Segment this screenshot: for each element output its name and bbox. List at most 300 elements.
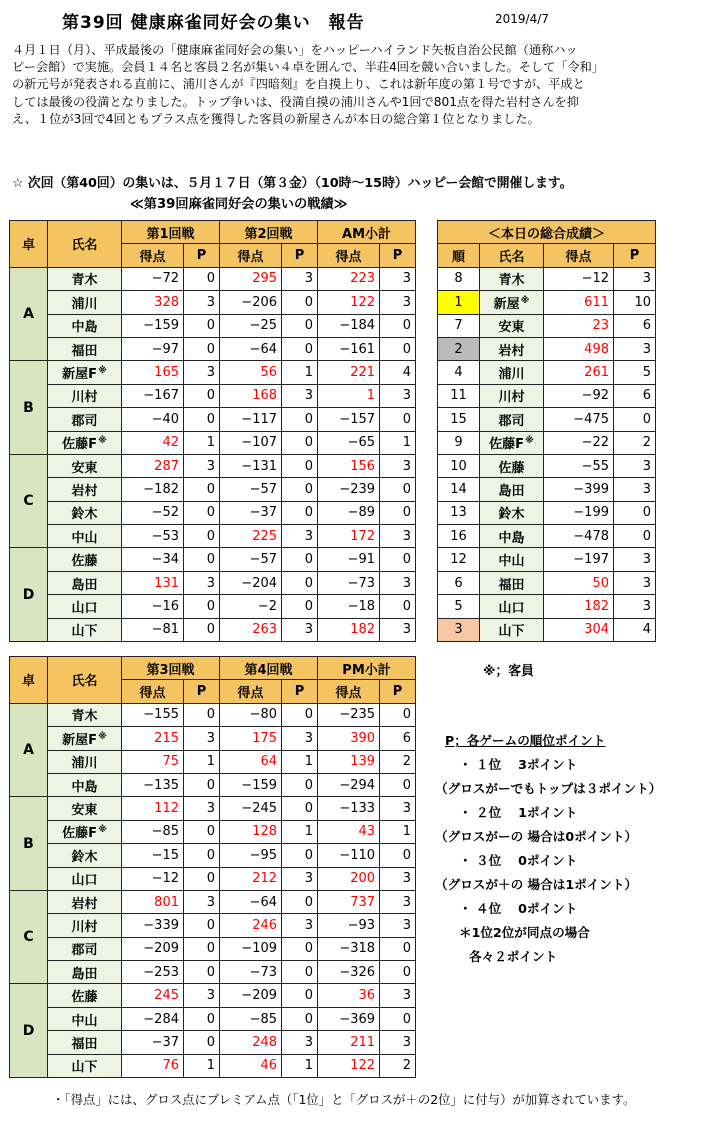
player-name-text: 浦川 bbox=[71, 296, 98, 312]
guest-mark: ※ bbox=[525, 435, 534, 446]
score-cell: 42 bbox=[122, 431, 184, 454]
mahjong-table-label: A bbox=[10, 703, 48, 797]
player-name-text: 福田 bbox=[71, 343, 98, 359]
legend-line: ・ ４位 0ポイント bbox=[459, 901, 578, 916]
player-name bbox=[48, 384, 122, 407]
point-cell: 1 bbox=[282, 750, 318, 773]
player-name-text: 佐藤 bbox=[498, 460, 525, 476]
player-name bbox=[48, 1007, 122, 1030]
table-row bbox=[10, 431, 416, 454]
player-name bbox=[48, 291, 122, 314]
point-cell: 0 bbox=[282, 961, 318, 984]
score-cell: 168 bbox=[220, 384, 282, 407]
report-date: 2019/4/7 bbox=[495, 12, 549, 26]
intro-line: え、１位が3回で4回ともプラス点を獲得した客員の新屋さんが本日の総合第１位となりました。 bbox=[12, 111, 540, 126]
table-row bbox=[10, 525, 416, 548]
intro-line: ピー会館）で実施。会員１４名と客員２名が集い４卓を囲んで、半荘4回を競い合いました。そして「令和」 bbox=[12, 60, 605, 75]
point-cell: 0 bbox=[282, 548, 318, 571]
header-score: 得点 bbox=[122, 680, 184, 703]
point-cell: 0 bbox=[184, 501, 220, 524]
score-cell: 246 bbox=[220, 914, 282, 937]
point-cell: 0 bbox=[184, 961, 220, 984]
point-cell: 0 bbox=[380, 773, 416, 796]
table-row bbox=[10, 937, 416, 960]
legend-line: （グロスが＋の 場合は1ポイント） bbox=[435, 877, 638, 892]
player-name bbox=[48, 478, 122, 501]
legend-line: 各々２ポイント bbox=[469, 949, 558, 964]
player-name bbox=[48, 1031, 122, 1054]
point-cell: 3 bbox=[614, 571, 656, 594]
guest-mark: ※ bbox=[98, 365, 107, 376]
score-cell: −326 bbox=[318, 961, 380, 984]
point-cell: 3 bbox=[282, 267, 318, 290]
rank-cell: 15 bbox=[438, 408, 480, 431]
player-name-text: 安東 bbox=[498, 320, 525, 336]
score-cell: −81 bbox=[122, 618, 184, 641]
point-cell: 0 bbox=[282, 478, 318, 501]
player-name-text: 岩村 bbox=[71, 896, 98, 912]
score-cell: 223 bbox=[318, 267, 380, 290]
point-cell: 0 bbox=[184, 867, 220, 890]
table-row bbox=[10, 844, 416, 867]
guest-note: ※；客員 bbox=[483, 664, 534, 679]
player-name bbox=[48, 454, 122, 477]
point-cell: 0 bbox=[380, 1007, 416, 1030]
score-cell: −34 bbox=[122, 548, 184, 571]
score-cell: −18 bbox=[318, 595, 380, 618]
point-cell: 0 bbox=[282, 703, 318, 726]
table-row bbox=[438, 454, 656, 477]
point-cell: 3 bbox=[282, 867, 318, 890]
point-cell: 3 bbox=[614, 267, 656, 290]
legend-line: ＊1位2位が同点の場合 bbox=[459, 925, 590, 940]
table-row bbox=[10, 361, 416, 384]
table-row bbox=[10, 478, 416, 501]
point-cell: 5 bbox=[614, 361, 656, 384]
score-cell: 156 bbox=[318, 454, 380, 477]
legend-line: （グロスがーでもトップは３ポイント） bbox=[435, 781, 662, 796]
header-score: 得点 bbox=[220, 680, 282, 703]
player-name-text: 山口 bbox=[71, 873, 98, 889]
table-row bbox=[10, 703, 416, 726]
header-rank: 順 bbox=[438, 244, 480, 267]
player-name bbox=[48, 548, 122, 571]
pm-results-table bbox=[9, 656, 416, 1078]
score-cell: −15 bbox=[122, 844, 184, 867]
player-name bbox=[48, 750, 122, 773]
player-name bbox=[48, 867, 122, 890]
point-cell: 0 bbox=[282, 773, 318, 796]
score-cell: −52 bbox=[122, 501, 184, 524]
score-cell: 182 bbox=[318, 618, 380, 641]
score-cell: 328 bbox=[122, 291, 184, 314]
table-row bbox=[10, 914, 416, 937]
point-cell: 0 bbox=[184, 548, 220, 571]
score-cell: −85 bbox=[220, 1007, 282, 1030]
score-cell: −95 bbox=[220, 844, 282, 867]
table-row bbox=[10, 618, 416, 641]
point-cell: 0 bbox=[282, 595, 318, 618]
score-cell: 75 bbox=[122, 750, 184, 773]
player-name-text: 岩村 bbox=[71, 483, 98, 499]
table-row bbox=[10, 571, 416, 594]
score-cell: −475 bbox=[544, 408, 614, 431]
score-cell: −97 bbox=[122, 337, 184, 360]
intro-paragraph bbox=[12, 42, 702, 128]
point-cell: 0 bbox=[282, 797, 318, 820]
table-row bbox=[438, 361, 656, 384]
player-name bbox=[480, 384, 544, 407]
table-row bbox=[438, 548, 656, 571]
overall-results-table bbox=[437, 220, 656, 642]
score-cell: 50 bbox=[544, 571, 614, 594]
point-cell: 0 bbox=[614, 408, 656, 431]
header-subtotal: PM小計 bbox=[318, 657, 416, 680]
score-cell: −72 bbox=[122, 267, 184, 290]
mahjong-table-label: D bbox=[10, 984, 48, 1078]
score-cell: −57 bbox=[220, 478, 282, 501]
point-cell: 0 bbox=[380, 844, 416, 867]
player-name-text: 郡司 bbox=[71, 943, 98, 959]
table-row bbox=[438, 595, 656, 618]
player-name-text: 山下 bbox=[498, 624, 525, 640]
mahjong-table-label: C bbox=[10, 890, 48, 984]
table-row bbox=[438, 384, 656, 407]
player-name-text: 島田 bbox=[498, 483, 525, 499]
intro-line: しては最後の役満となりました。トップ争いは、役満自摸の浦川さんや1回で801点を得た岩村さんを抑 bbox=[12, 94, 579, 109]
legend-line: ・ ３位 0ポイント bbox=[459, 853, 578, 868]
player-name bbox=[48, 820, 122, 843]
score-cell: 611 bbox=[544, 291, 614, 314]
player-name-text: 安東 bbox=[71, 803, 98, 819]
player-name bbox=[480, 267, 544, 290]
player-name-text: 青木 bbox=[498, 273, 525, 289]
point-cell: 1 bbox=[282, 361, 318, 384]
table-row bbox=[438, 408, 656, 431]
player-name-text: 中山 bbox=[498, 554, 525, 570]
player-name-text: 佐藤F bbox=[489, 437, 525, 453]
score-cell: −25 bbox=[220, 314, 282, 337]
point-cell: 0 bbox=[380, 595, 416, 618]
point-cell: 3 bbox=[282, 618, 318, 641]
point-cell: 0 bbox=[282, 890, 318, 913]
player-name-text: 鈴木 bbox=[71, 849, 98, 865]
point-cell: 3 bbox=[184, 727, 220, 750]
player-name bbox=[48, 408, 122, 431]
legend-line: ・ １位 3ポイント bbox=[459, 757, 578, 772]
point-cell: 0 bbox=[184, 267, 220, 290]
score-cell: 248 bbox=[220, 1031, 282, 1054]
table-row bbox=[438, 291, 656, 314]
score-cell: −197 bbox=[544, 548, 614, 571]
score-cell: −284 bbox=[122, 1007, 184, 1030]
score-cell: −40 bbox=[122, 408, 184, 431]
point-cell: 3 bbox=[282, 1031, 318, 1054]
score-cell: −245 bbox=[220, 797, 282, 820]
point-cell: 0 bbox=[184, 478, 220, 501]
point-cell: 3 bbox=[380, 384, 416, 407]
player-name-text: 郡司 bbox=[71, 413, 98, 429]
player-name-text: 安東 bbox=[71, 460, 98, 476]
rank-cell: 14 bbox=[438, 478, 480, 501]
guest-mark: ※ bbox=[98, 731, 107, 742]
table-row bbox=[438, 525, 656, 548]
intro-line: の新元号が発表される直前に、浦川さんが『四暗刻』を自摸上り、これは新年度の第１号ですが、平成と bbox=[12, 77, 585, 92]
player-name-text: 中島 bbox=[498, 530, 525, 546]
point-cell: 3 bbox=[184, 571, 220, 594]
point-cell: 3 bbox=[614, 548, 656, 571]
score-cell: −161 bbox=[318, 337, 380, 360]
header-game1: 第3回戦 bbox=[122, 657, 220, 680]
score-cell: 245 bbox=[122, 984, 184, 1007]
player-name bbox=[48, 890, 122, 913]
player-name bbox=[48, 525, 122, 548]
header-subtotal: AM小計 bbox=[318, 221, 416, 244]
score-cell: −235 bbox=[318, 703, 380, 726]
score-cell: −12 bbox=[122, 867, 184, 890]
player-name bbox=[480, 501, 544, 524]
player-name bbox=[48, 361, 122, 384]
score-cell: −110 bbox=[318, 844, 380, 867]
score-cell: 200 bbox=[318, 867, 380, 890]
player-name-text: 中山 bbox=[71, 1013, 98, 1029]
player-name bbox=[480, 291, 544, 314]
header-point: P bbox=[380, 680, 416, 703]
score-cell: 43 bbox=[318, 820, 380, 843]
mahjong-table-label: B bbox=[10, 361, 48, 455]
score-cell: −117 bbox=[220, 408, 282, 431]
player-name bbox=[48, 984, 122, 1007]
point-cell: 3 bbox=[614, 595, 656, 618]
player-name-text: 新屋F bbox=[62, 732, 98, 748]
score-cell: 211 bbox=[318, 1031, 380, 1054]
score-cell: −155 bbox=[122, 703, 184, 726]
score-cell: −2 bbox=[220, 595, 282, 618]
score-cell: −93 bbox=[318, 914, 380, 937]
table-row bbox=[10, 314, 416, 337]
header-score: 得点 bbox=[318, 680, 380, 703]
score-cell: −92 bbox=[544, 384, 614, 407]
point-cell: 3 bbox=[380, 525, 416, 548]
player-name-text: 新屋F bbox=[62, 367, 98, 383]
player-name-text: 山口 bbox=[71, 600, 98, 616]
point-cell: 0 bbox=[614, 501, 656, 524]
score-cell: 304 bbox=[544, 618, 614, 641]
player-name bbox=[48, 1054, 122, 1077]
rank-cell: 9 bbox=[438, 431, 480, 454]
point-cell: 6 bbox=[614, 384, 656, 407]
rank-cell: 8 bbox=[438, 267, 480, 290]
table-row bbox=[10, 408, 416, 431]
score-cell: 56 bbox=[220, 361, 282, 384]
score-cell: −204 bbox=[220, 571, 282, 594]
score-cell: −294 bbox=[318, 773, 380, 796]
score-cell: −209 bbox=[220, 984, 282, 1007]
point-cell: 3 bbox=[380, 618, 416, 641]
player-name-text: 佐藤F bbox=[62, 437, 98, 453]
score-cell: −53 bbox=[122, 525, 184, 548]
player-name-text: 鈴木 bbox=[71, 507, 98, 523]
player-name bbox=[480, 525, 544, 548]
player-name bbox=[480, 361, 544, 384]
point-cell: 10 bbox=[614, 291, 656, 314]
player-name-text: 福田 bbox=[498, 577, 525, 593]
score-cell: −399 bbox=[544, 478, 614, 501]
point-cell: 0 bbox=[184, 1031, 220, 1054]
point-cell: 3 bbox=[614, 478, 656, 501]
score-cell: 175 bbox=[220, 727, 282, 750]
point-cell: 3 bbox=[614, 454, 656, 477]
mahjong-table-label: B bbox=[10, 797, 48, 891]
player-name-text: 島田 bbox=[71, 966, 98, 982]
score-cell: −12 bbox=[544, 267, 614, 290]
score-cell: 46 bbox=[220, 1054, 282, 1077]
score-cell: −107 bbox=[220, 431, 282, 454]
header-score: 得点 bbox=[544, 244, 614, 267]
table-row bbox=[10, 501, 416, 524]
player-name-text: 岩村 bbox=[498, 343, 525, 359]
point-cell: 0 bbox=[184, 1007, 220, 1030]
score-cell: −157 bbox=[318, 408, 380, 431]
point-cell: 0 bbox=[184, 914, 220, 937]
am-results-table bbox=[9, 220, 416, 642]
score-cell: −22 bbox=[544, 431, 614, 454]
score-cell: 131 bbox=[122, 571, 184, 594]
score-cell: −131 bbox=[220, 454, 282, 477]
point-cell: 3 bbox=[380, 571, 416, 594]
player-name-text: 新屋 bbox=[493, 296, 520, 312]
player-name bbox=[480, 408, 544, 431]
score-cell: −478 bbox=[544, 525, 614, 548]
point-cell: 3 bbox=[184, 984, 220, 1007]
point-cell: 0 bbox=[184, 595, 220, 618]
point-cell: 0 bbox=[184, 703, 220, 726]
score-cell: −73 bbox=[220, 961, 282, 984]
rank-cell: 4 bbox=[438, 361, 480, 384]
table-row bbox=[10, 1031, 416, 1054]
header-name: 氏名 bbox=[48, 221, 122, 268]
point-cell: 0 bbox=[184, 408, 220, 431]
player-name bbox=[48, 961, 122, 984]
header-point: P bbox=[282, 680, 318, 703]
score-cell: −37 bbox=[122, 1031, 184, 1054]
point-cell: 0 bbox=[282, 937, 318, 960]
player-name-text: 川村 bbox=[71, 390, 98, 406]
score-cell: 122 bbox=[318, 291, 380, 314]
rank-cell: 11 bbox=[438, 384, 480, 407]
score-cell: 390 bbox=[318, 727, 380, 750]
score-cell: 737 bbox=[318, 890, 380, 913]
score-cell: 215 bbox=[122, 727, 184, 750]
header-table: 卓 bbox=[10, 657, 48, 704]
score-cell: 498 bbox=[544, 337, 614, 360]
rank-cell: 13 bbox=[438, 501, 480, 524]
score-cell: −89 bbox=[318, 501, 380, 524]
point-cell: 1 bbox=[282, 820, 318, 843]
header-table: 卓 bbox=[10, 221, 48, 268]
point-cell: 0 bbox=[282, 571, 318, 594]
table-row bbox=[438, 314, 656, 337]
table-row bbox=[10, 773, 416, 796]
point-cell: 0 bbox=[282, 291, 318, 314]
player-name bbox=[48, 314, 122, 337]
point-cell: 0 bbox=[380, 703, 416, 726]
player-name bbox=[48, 431, 122, 454]
score-cell: −109 bbox=[220, 937, 282, 960]
score-cell: −16 bbox=[122, 595, 184, 618]
player-name bbox=[48, 937, 122, 960]
score-cell: 287 bbox=[122, 454, 184, 477]
player-name bbox=[48, 727, 122, 750]
report-title: 第39回 健康麻雀同好会の集い 報告 bbox=[62, 13, 365, 33]
header-score: 得点 bbox=[220, 244, 282, 267]
point-cell: 0 bbox=[380, 961, 416, 984]
score-cell: −133 bbox=[318, 797, 380, 820]
player-name-text: 川村 bbox=[498, 390, 525, 406]
point-cell: 0 bbox=[184, 525, 220, 548]
guest-mark: ※ bbox=[520, 295, 530, 306]
table-row bbox=[10, 890, 416, 913]
point-cell: 1 bbox=[184, 1054, 220, 1077]
header-point: P bbox=[614, 244, 656, 267]
point-cell: 0 bbox=[282, 431, 318, 454]
results-title: ≪第39回麻雀同好会の集いの戦績≫ bbox=[130, 197, 348, 212]
point-cell: 3 bbox=[380, 454, 416, 477]
point-cell: 0 bbox=[380, 314, 416, 337]
player-name-text: 佐藤 bbox=[71, 990, 98, 1006]
score-cell: 1 bbox=[318, 384, 380, 407]
player-name-text: 佐藤F bbox=[62, 826, 98, 842]
table-row bbox=[10, 750, 416, 773]
player-name bbox=[48, 844, 122, 867]
point-cell: 3 bbox=[282, 914, 318, 937]
table-row bbox=[438, 501, 656, 524]
header-point: P bbox=[380, 244, 416, 267]
player-name bbox=[48, 595, 122, 618]
point-cell: 0 bbox=[282, 984, 318, 1007]
mahjong-table-label: C bbox=[10, 454, 48, 548]
table-row bbox=[10, 548, 416, 571]
point-cell: 3 bbox=[380, 267, 416, 290]
score-cell: −159 bbox=[220, 773, 282, 796]
point-cell: 0 bbox=[184, 937, 220, 960]
point-cell: 3 bbox=[184, 291, 220, 314]
point-cell: 3 bbox=[380, 890, 416, 913]
point-cell: 3 bbox=[282, 525, 318, 548]
score-cell: −57 bbox=[220, 548, 282, 571]
rank-cell: 7 bbox=[438, 314, 480, 337]
point-cell: 0 bbox=[380, 478, 416, 501]
point-cell: 3 bbox=[380, 797, 416, 820]
score-cell: −199 bbox=[544, 501, 614, 524]
rank-cell: 2 bbox=[438, 337, 480, 360]
point-cell: 0 bbox=[282, 501, 318, 524]
point-cell: 3 bbox=[380, 1031, 416, 1054]
guest-mark: ※ bbox=[98, 825, 107, 836]
table-row bbox=[438, 267, 656, 290]
score-cell: −37 bbox=[220, 501, 282, 524]
table-row bbox=[10, 291, 416, 314]
point-cell: 1 bbox=[184, 431, 220, 454]
player-name bbox=[48, 501, 122, 524]
intro-line: ４月１日（月）、平成最後の「健康麻雀同好会の集い」をハッピーハイランド矢板自治公民館（通称ハッ bbox=[12, 43, 578, 57]
player-name-text: 青木 bbox=[71, 273, 98, 289]
point-cell: 3 bbox=[282, 727, 318, 750]
score-cell: −85 bbox=[122, 820, 184, 843]
point-cell: 3 bbox=[614, 337, 656, 360]
header-game2: 第2回戦 bbox=[220, 221, 318, 244]
table-row bbox=[10, 820, 416, 843]
